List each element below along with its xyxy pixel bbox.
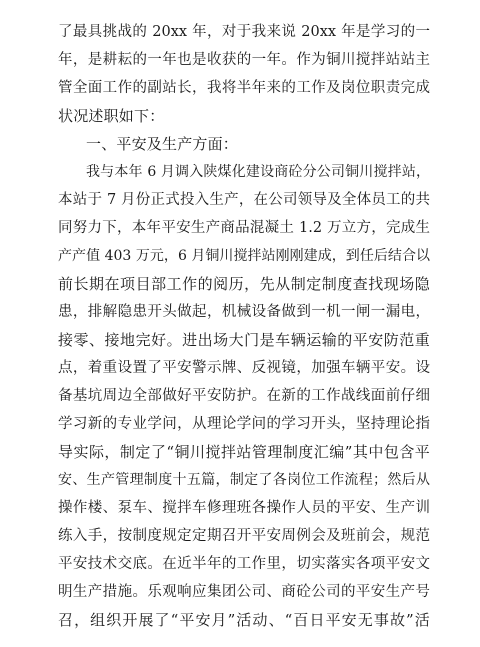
- text-line: 接零、接地完好。进出场大门是车辆运输的平安防范重: [58, 331, 430, 349]
- text-line: 明生产措施。乐观响应集团公司、商砼公司的平安生产号: [58, 584, 430, 600]
- text-line: 练入手，按制度规定定期召开平安周例会及班前会，规范: [58, 528, 430, 544]
- text-line: 学习新的专业学问，从理论学问的学习开头，坚持理论指: [58, 416, 430, 432]
- text-line: 召，组织开展了“平安月”活动、“百日平安无事故”活: [58, 611, 430, 629]
- text-line: 导实际，制定了“铜川搅拌站管理制度汇编”其中包含平: [58, 443, 430, 461]
- text-line: 安、生产管理制度十五篇，制定了各岗位工作流程；然后从: [58, 472, 430, 488]
- text-line: 状况述职如下：: [58, 107, 165, 125]
- text-line: 产产值 403 万元，6 月铜川搅拌站刚刚建成，到任后结合以: [58, 248, 430, 264]
- text-line: 患，排解隐患开头做起，机械设备做到一机一闸一漏电，: [58, 304, 430, 320]
- text-line: 备基坑周边全部做好平安防护。在新的工作战线面前仔细: [58, 388, 430, 404]
- text-line: 操作楼、泵车、搅拌车修理班各操作人员的平安、生产训: [58, 500, 430, 516]
- text-line: 前长期在项目部工作的阅历，先从制定制度查找现场隐: [58, 275, 430, 293]
- text-line: 平安技术交底。在近半年的工作里，切实落实各项平安文: [58, 556, 430, 572]
- text-line: 了最具挑战的 20xx 年，对于我来说 20xx 年是学习的一: [58, 24, 430, 40]
- text-line: 点，着重设置了平安警示牌、反视镜，加强车辆平安。设: [58, 360, 430, 376]
- text-line: 我与本年 6 月调入陕煤化建设商砼分公司铜川搅拌站，: [86, 164, 430, 180]
- text-line: 管全面工作的副站长，我将半年来的工作及岗位职责完成: [58, 80, 430, 96]
- text-line: 年，是耕耘的一年也是收获的一年。作为铜川搅拌站站主: [58, 52, 430, 68]
- text-line: 本站于 7 月份正式投入生产，在公司领导及全体员工的共: [58, 192, 430, 208]
- text-line: 同努力下，本年平安生产商品混凝土 1.2 万立方，完成生: [58, 220, 430, 236]
- section-heading: 一、平安及生产方面：: [86, 135, 239, 153]
